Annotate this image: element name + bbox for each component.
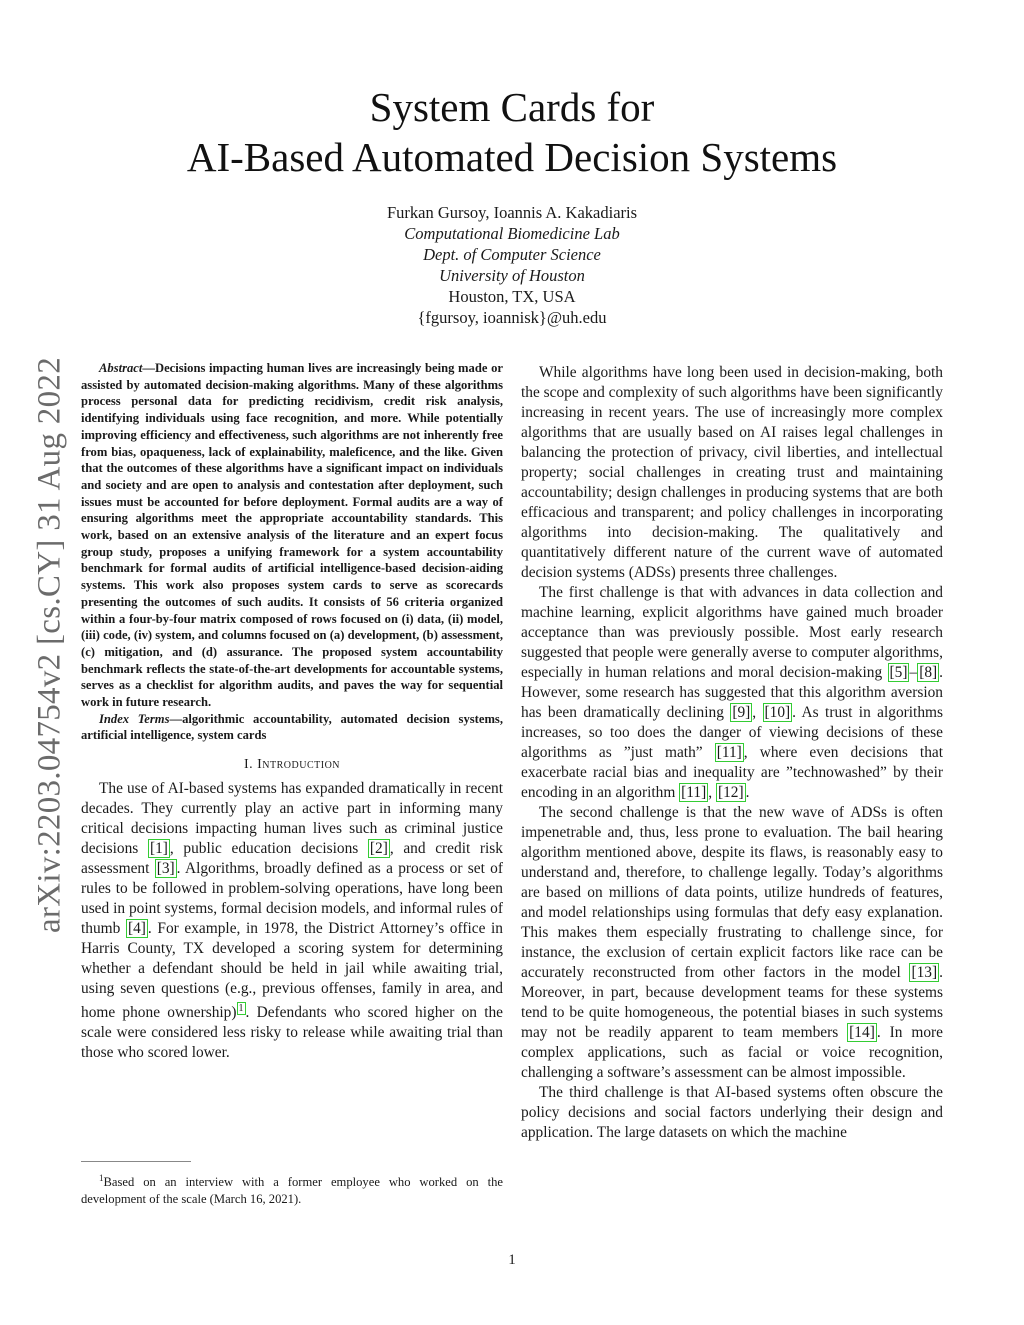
text-run: ,	[752, 704, 763, 721]
citation-link[interactable]: [13]	[911, 964, 938, 981]
text-run: ,	[708, 784, 716, 801]
author-names: Furkan Gursoy, Ioannis A. Kakadiaris	[386, 203, 638, 222]
citation-link[interactable]: [10]	[764, 704, 791, 721]
citation-link[interactable]: [5]	[889, 664, 908, 681]
title-line-2: AI-Based Automated Decision Systems	[186, 134, 838, 180]
intro-paragraph-4	[521, 803, 943, 1083]
text-run: , public education decisions	[169, 840, 368, 858]
author-location: Houston, TX, USA	[448, 287, 576, 306]
left-column	[81, 360, 503, 1063]
section-number: I.	[243, 757, 254, 773]
text-run: The use of AI-based systems has expanded dramatically in recent decades. They currently play an active part in informing many critical decisions impacting human lives such as criminal justice decisions	[81, 780, 503, 858]
intro-paragraph-1	[81, 779, 503, 1063]
title-line-1: System Cards for	[369, 84, 655, 130]
author-dept: Dept. of Computer Science	[423, 245, 601, 264]
footnote-rule	[81, 1161, 191, 1162]
citation-link[interactable]: [3]	[156, 860, 175, 878]
abstract-label: Abstract	[99, 361, 143, 375]
text-run: . As trust in algorithms increases, so too does the danger of viewing decisions of these algorithms as ”just math”	[521, 704, 943, 761]
section-heading	[81, 755, 503, 775]
citation-link[interactable]: [12]	[717, 784, 744, 801]
abstract-text: —Decisions impacting human lives are increasingly being made or assisted by automated decision-making algorithms. Many of these algorithms process personal data for predicting recidivism, credit risk analysis, identifying individuals using face recognition, and more. While potentially improving efficiency and effectiveness, such algorithms are not inherently free from bias, opaqueness, lack of explainability, maleficence, and the like. Given that the outcomes of these algorithms have a significant impact on individuals and society and are open to analysis and contestation after deployment, such issues must be accounted for before deployment. Formal audits are a way of ensuring algorithms meet the appropriate accountability standards. This work, based on an extensive analysis of the literature and an expert focus group study, proposes a unifying framework for a system accountability benchmark for formal audits of artificial intelligence-based decision-aiding systems. This work also proposes system cards to serve as scorecards presenting the outcomes of such audits. It consists of 56 criteria organized within a four-by-four matrix composed of rows focused on (i) data, (ii) model, (iii) code, (iv) system, and columns focused on (a) development, (b) assessment, (c) mitigation, and (d) assurance. The proposed system accountability benchmark reflects the state-of-the-art developments for accountable systems, serves as a checklist for algorithm audits, and paves the way for sequential work in future research.	[81, 361, 503, 710]
citation-link[interactable]: [8]	[919, 664, 938, 681]
author-university: University of Houston	[439, 266, 585, 285]
text-run: –	[909, 664, 918, 681]
section-title: Introduction	[257, 757, 341, 773]
text-run: , where even decisions that exacerbate racial bias and inequality are ”technowashed” by their encoding in an algorithm	[521, 744, 944, 801]
author-block	[0, 202, 1024, 328]
text-run: , and credit risk assessment	[81, 840, 503, 878]
abstract	[81, 360, 503, 744]
text-run: . Algorithms, broadly defined as a process or set of rules to be followed in problem-solving operations, have long been used in point systems, formal decision models, and informal rules of thumb	[81, 860, 503, 938]
citation-link[interactable]: [11]	[716, 744, 742, 761]
page-number: 1	[508, 1252, 516, 1268]
intro-paragraph-2: While algorithms have long been used in decision-making, both the scope and complexity of such algorithms have been significantly increasing in recent years. The use of increasingly more complex algorithms that are usually based on AI raises legal challenges in balancing the protection of privacy, civil liberties, and intellectual property; social challenges in creating trust and maintaining accountability; design challenges in producing systems that are both efficacious and transparent; and policy challenges in incorporating algorithms into decision-making. The qualitatively and quantitatively different nature of the current wave of automated decision systems (ADSs) presents three challenges.	[521, 364, 943, 581]
citation-link[interactable]: [11]	[681, 784, 707, 801]
citation-link[interactable]: [14]	[849, 1024, 875, 1041]
footnote-link[interactable]: 1	[238, 1003, 244, 1015]
citation-link[interactable]: [2]	[369, 840, 388, 858]
paper-title	[0, 82, 1024, 182]
citation-link[interactable]: [1]	[149, 840, 168, 858]
index-terms-label: Index Terms	[99, 711, 170, 726]
text-run: . In more complex applications, such as facial or voice recognition, challenging a software’s assessment can be almost impossible.	[521, 1024, 943, 1081]
intro-paragraph-3	[521, 583, 943, 803]
index-terms-text: —algorithmic accountability, automated decision systems, artificial intelligence, system cards	[81, 711, 503, 743]
right-column	[521, 363, 943, 1143]
author-lab: Computational Biomedicine Lab	[404, 224, 620, 243]
text-run: . Moreover, in part, because development teams for these systems tend to be quite homogeneous, the potential biases in such systems may not be readily apparent to team members	[521, 964, 943, 1041]
citation-link[interactable]: [4]	[127, 920, 146, 938]
text-run: .	[745, 784, 750, 801]
footnote	[81, 1170, 503, 1207]
author-email: {fgursoy, ioannisk}@uh.edu	[417, 308, 607, 327]
text-run: The first challenge is that with advances in data collection and machine learning, explicit algorithms have gained much broader acceptance than was previously possible. Most early research suggested that people were generally averse to computer algorithms, especially in human relations and moral decision-making	[521, 584, 943, 681]
citation-link[interactable]: [9]	[732, 704, 751, 721]
text-run: The second challenge is that the new wave of ADSs is often impenetrable and, thus, less prone to evaluation. The bail hearing algorithm mentioned above, despite its flaws, is reasonably easy to understand and, therefore, to challenge legally. Today’s algorithms are based on millions of data points, utilize hundreds of features, and model relationships using formulas that defy easy explanation. This makes them especially frustrating to challenge since, for instance, the exclusion of certain explicit factors like race can be accurately reconstructed from other factors in the model	[521, 804, 943, 981]
text-run: . However, some research has suggested that this algorithm aversion has been dramatically declining	[521, 664, 943, 721]
text-run: . Defendants who scored higher on the scale were considered less risky to release while awaiting trial than those who scored lower.	[81, 1004, 504, 1062]
footnote-mark: 1	[99, 1173, 104, 1183]
footnote-text: Based on an interview with a former employee who worked on the development of the scale (March 16, 2021).	[81, 1175, 503, 1206]
intro-paragraph-5: The third challenge is that AI-based systems often obscure the policy decisions and social factors underlying their design and application. The large datasets on which the machine	[521, 1084, 943, 1141]
arxiv-identifier-text: arXiv:2203.04754v2 [cs.CY] 31 Aug 2022	[31, 356, 68, 934]
arxiv-identifier-stamp	[30, 345, 70, 945]
text-run: . For example, in 1978, the District Attorney’s office in Harris County, TX developed a scoring system for determining whether a defendant should be held in jail while awaiting trial, using seven questions (e.g., previous offenses, family in area, and home phone ownership)	[81, 920, 504, 1022]
